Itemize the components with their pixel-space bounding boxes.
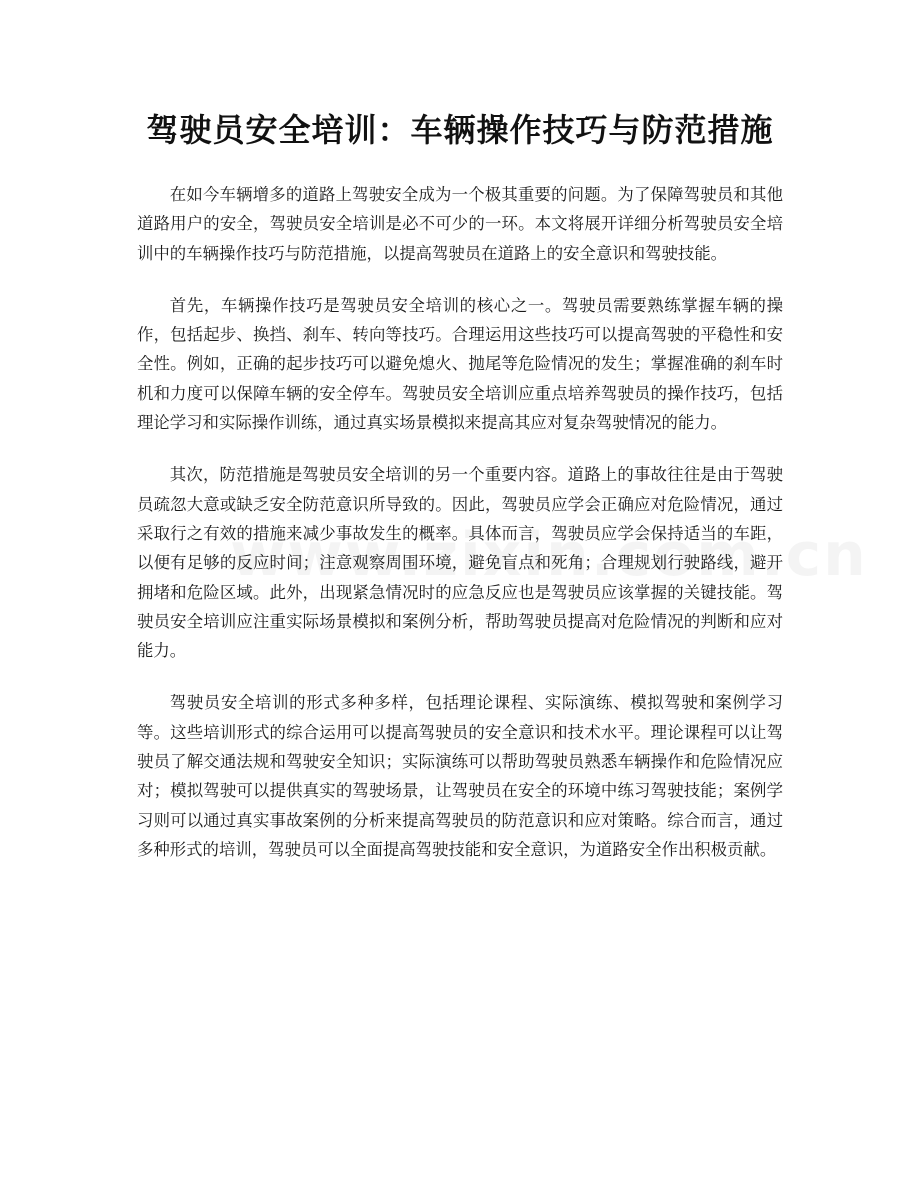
paragraph-operation-skills: 首先，车辆操作技巧是驾驶员安全培训的核心之一。驾驶员需要熟练掌握车辆的操作，包括起步、换挡、刹车、转向等技巧。合理运用这些技巧可以提高驾驶的平稳性和安全性。例如，正确的起步技巧可以避免熄火、抛尾等危险情况的发生；掌握准确的刹车时机和力度可以保障车辆的安全停车。驾驶员安全培训应重点培养驾驶员的操作技巧，包括理论学习和实际操作训练，通过真实场景模拟来提高其应对复杂驾驶情况的能力。 bbox=[137, 295, 783, 433]
paragraph-training-forms: 驾驶员安全培训的形式多种多样，包括理论课程、实际演练、模拟驾驶和案例学习等。这些培训形式的综合运用可以提高驾驶员的安全意识和技术水平。理论课程可以让驾驶员了解交通法规和驾驶安全知识；实际演练可以帮助驾驶员熟悉车辆操作和危险情况应对；模拟驾驶可以提供真实的驾驶场景，让驾驶员在安全的环境中练习驾驶技能；案例学习则可以通过真实事故案例的分析来提高驾驶员的防范意识和应对策略。综合而言，通过多种形式的培训，驾驶员可以全面提高驾驶技能和安全意识，为道路安全作出积极贡献。 bbox=[137, 693, 783, 859]
document-body bbox=[137, 180, 783, 887]
paragraph-prevention-measures: 其次，防范措施是驾驶员安全培训的另一个重要内容。道路上的事故往往是由于驾驶员疏忽大意或缺乏安全防范意识所导致的。因此，驾驶员应学会正确应对危险情况，通过采取行之有效的措施来减少事故发生的概率。具体而言，驾驶员应学会保持适当的车距，以便有足够的反应时间；注意观察周围环境，避免盲点和死角；合理规划行驶路线，避开拥堵和危险区域。此外，出现紧急情况时的应急反应也是驾驶员应该掌握的关键技能。驾驶员安全培训应注重实际场景模拟和案例分析，帮助驾驶员提高对危险情况的判断和应对能力。 bbox=[137, 465, 783, 661]
document-title: 驾驶员安全培训：车辆操作技巧与防范措施 bbox=[146, 111, 774, 149]
paragraph-intro: 在如今车辆增多的道路上驾驶安全成为一个极其重要的问题。为了保障驾驶员和其他道路用户的安全，驾驶员安全培训是必不可少的一环。本文将展开详细分析驾驶员安全培训中的车辆操作技巧与防范措施，以提高驾驶员在道路上的安全意识和驾驶技能。 bbox=[137, 185, 783, 263]
